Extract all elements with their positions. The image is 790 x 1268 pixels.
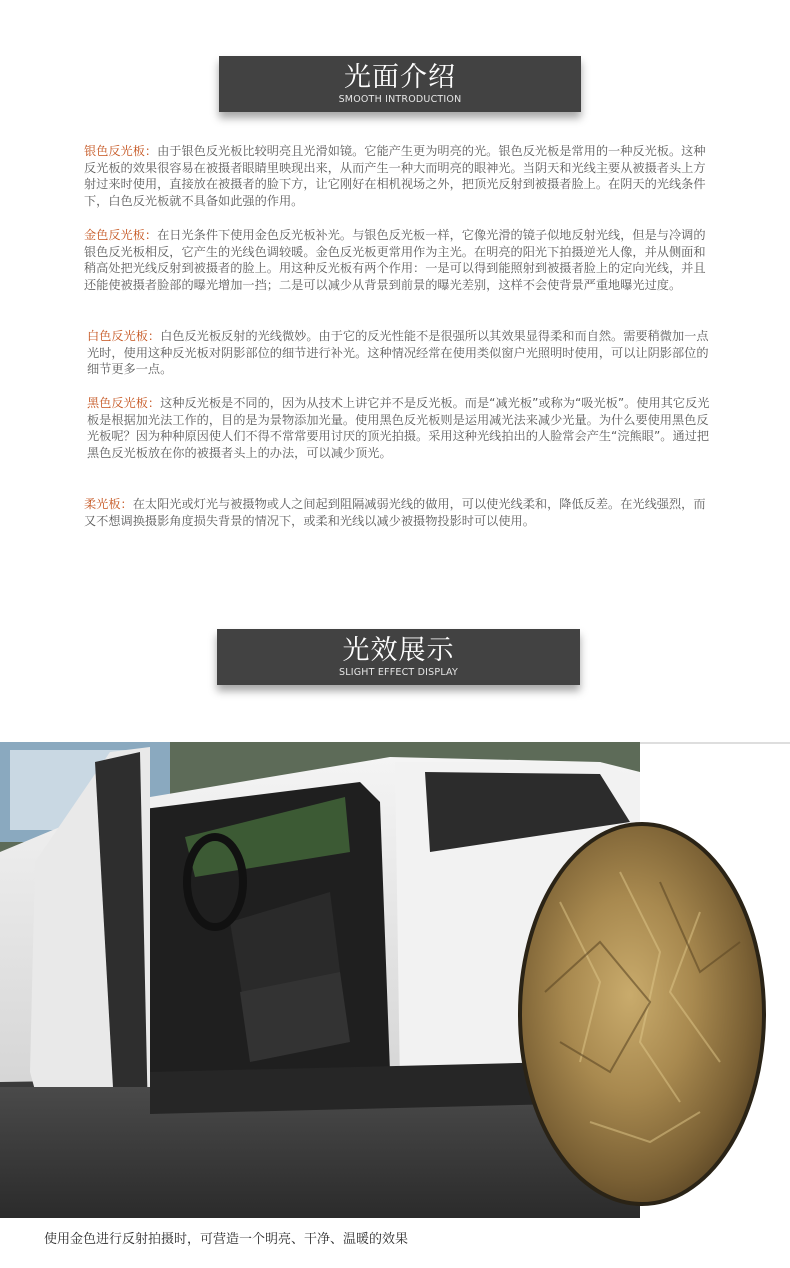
paragraph-white-reflector (87, 328, 713, 378)
effect-caption: 使用金色进行反射拍摄时，可营造一个明亮、干净、温暖的效果 (44, 1232, 409, 1247)
effect-title-cn: 光效展示 (342, 635, 455, 666)
text-white: 白色反光板反射的光线微妙。由于它的反光性能不是很强所以其效果显得柔和而自然。需要稍微加一点光时，使用这种反光板对阴影部位的细节进行补光。这种情况经常在使用类似窗户光照明时使用，可以让阴影部位的细节更多一点。 (87, 329, 709, 377)
paragraph-silver-reflector (84, 143, 710, 209)
text-black: 这种反光板是不同的，因为从技术上讲它并不是反光板。而是“减光板”或称为“吸光板”。使用其它反光板是根据加光法工作的，目的是为景物添加光量。使用黑色反光板则是运用减光法来减少光量。为什么要使用黑色反光板呢？因为种种原因使人们不得不常常要用讨厌的顶光拍摄。采用这种光线拍出的人脸常会产生“浣熊眼”。通过把黑色反光板放在你的被摄者头上的办法，可以减少顶光。 (87, 396, 710, 460)
effect-demo-photo (0, 742, 790, 1218)
intro-title-en: SMOOTH INTRODUCTION (338, 94, 462, 105)
text-gold: 在日光条件下使用金色反光板补光。与银色反光板一样，它像光滑的镜子似地反射光线，但是与冷调的银色反光板相反，它产生的光线色调较暖。金色反光板更常用作为主光。在明亮的阳光下拍摄逆光人像，并从侧面和稍高处把光线反射到被摄者的脸上。用这种反光板有两个作用：一是可以得到能照射到被摄者脸上的定向光线，并且还能使被摄者脸部的曝光增加一挡；二是可以减少从背景到前景的曝光差别，这样不会使背景严重地曝光过度。 (84, 228, 706, 292)
effect-title-banner (217, 629, 580, 685)
text-silver: 由于银色反光板比较明亮且光滑如镜。它能产生更为明亮的光。银色反光板是常用的一种反光板。这种反光板的效果很容易在被摄者眼睛里映现出来，从而产生一种大而明亮的眼神光。当阴天和光线主要从被摄者头上方射过来时使用，直接放在被摄者的脸下方，让它刚好在相机视场之外，把顶光反射到被摄者脸上。在阴天的光线条件下，白色反光板就不具备如此强的作用。 (84, 144, 706, 208)
intro-title-cn: 光面介绍 (344, 62, 456, 93)
paragraph-black-reflector (87, 395, 713, 461)
paragraph-gold-reflector (84, 227, 710, 293)
label-black: 黑色反光板： (87, 396, 161, 410)
gold-reflector-image (520, 824, 764, 1204)
paragraph-diffuser (84, 496, 710, 529)
intro-title-banner (219, 56, 581, 112)
label-diffuser: 柔光板： (84, 497, 133, 511)
label-silver: 银色反光板： (84, 144, 158, 158)
effect-title-en: SLIGHT EFFECT DISPLAY (339, 667, 458, 678)
text-diffuser: 在太阳光或灯光与被摄物或人之间起到阻隔减弱光线的做用，可以使光线柔和，降低反差。在光线强烈，而又不想调换摄影角度损失背景的情况下，或柔和光线以减少被摄物投影时可以使用。 (84, 497, 706, 528)
label-white: 白色反光板： (87, 329, 161, 343)
label-gold: 金色反光板： (84, 228, 158, 242)
